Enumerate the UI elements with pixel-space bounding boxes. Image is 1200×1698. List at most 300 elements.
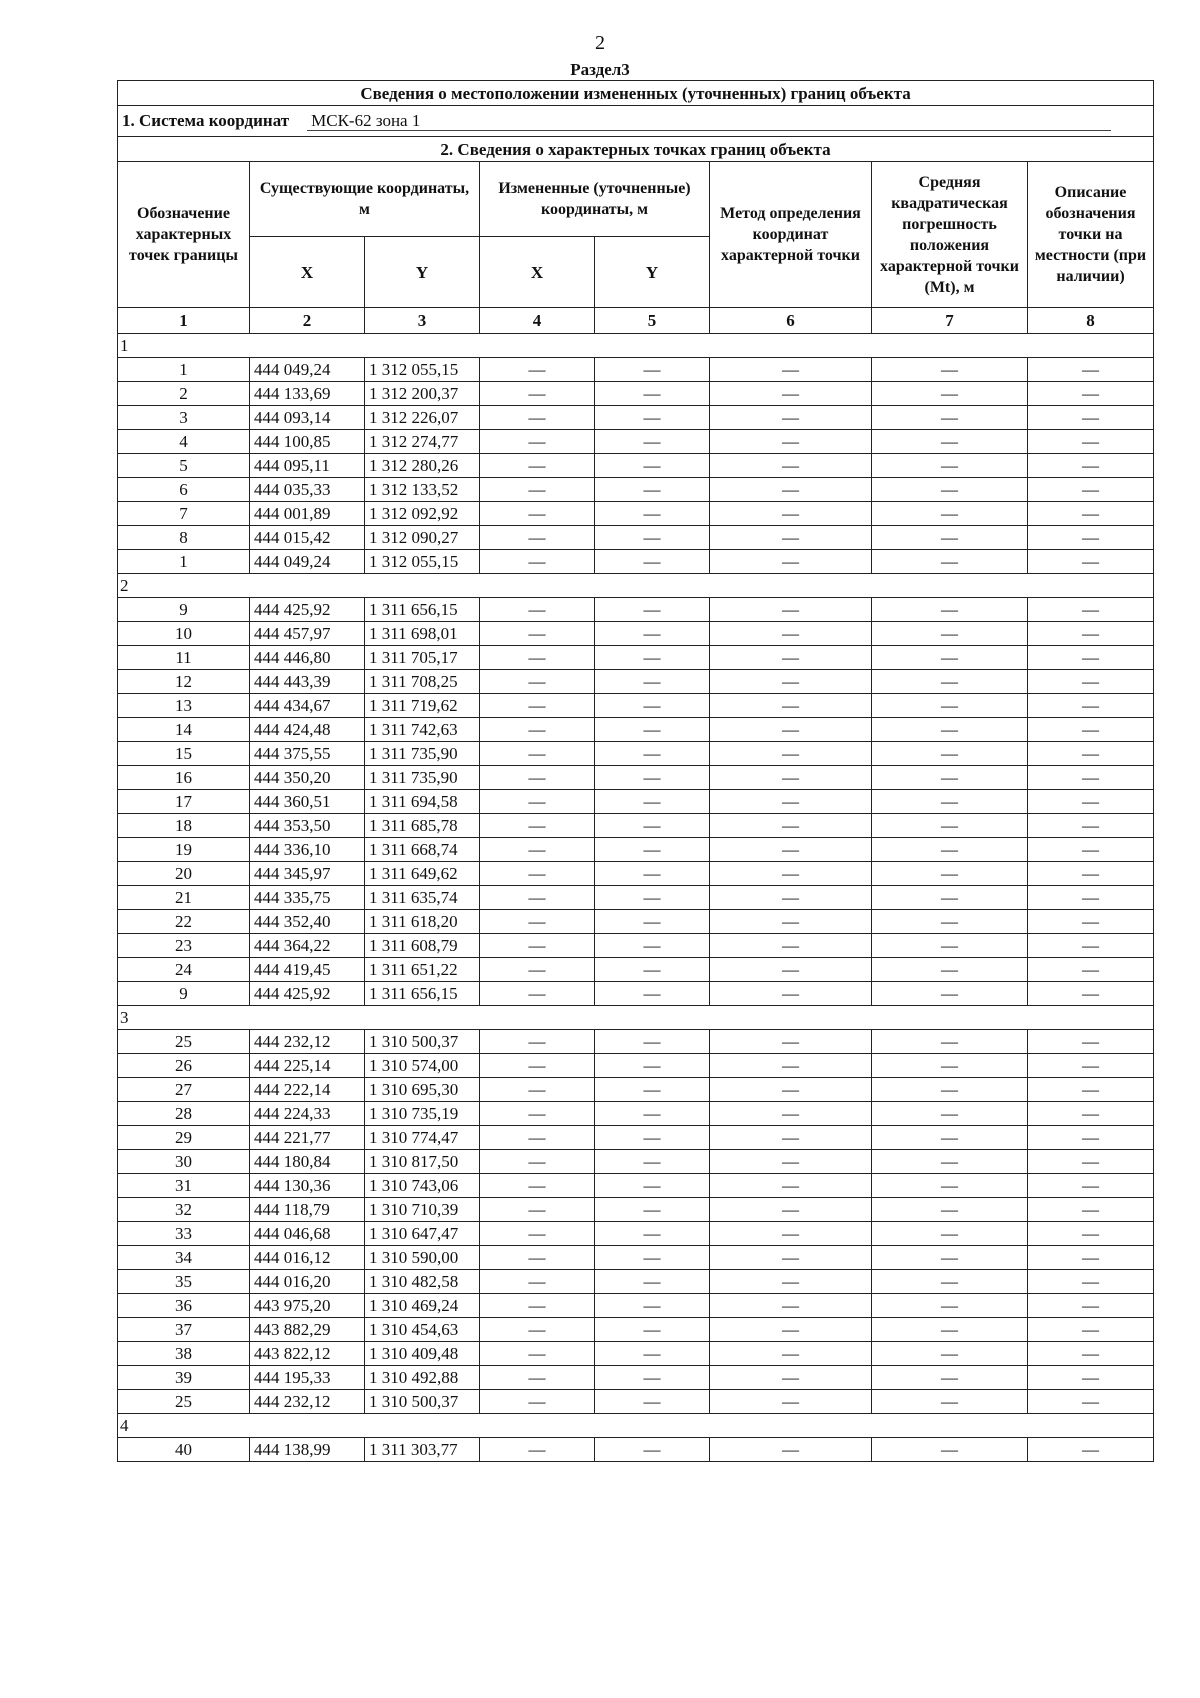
existing-x-cell: 444 350,20 (250, 766, 365, 790)
point-description-cell: — (1028, 910, 1154, 934)
method-cell: — (710, 502, 872, 526)
mean-square-error-cell: — (872, 1174, 1028, 1198)
table-row (118, 1078, 1154, 1102)
existing-y-cell: 1 311 635,74 (365, 886, 480, 910)
changed-y-cell: — (595, 454, 710, 478)
existing-y-cell: 1 310 500,37 (365, 1030, 480, 1054)
changed-x-cell: — (480, 382, 595, 406)
table-row (118, 1174, 1154, 1198)
existing-y-cell: 1 311 651,22 (365, 958, 480, 982)
mean-square-error-cell: — (872, 1342, 1028, 1366)
changed-y-cell: — (595, 1198, 710, 1222)
point-description-cell: — (1028, 1342, 1154, 1366)
column-number: 5 (595, 308, 710, 334)
point-number-cell: 24 (118, 958, 250, 982)
changed-y-cell: — (595, 382, 710, 406)
mean-square-error-cell: — (872, 454, 1028, 478)
point-number-cell: 8 (118, 526, 250, 550)
mean-square-error-cell: — (872, 1366, 1028, 1390)
changed-y-cell: — (595, 1150, 710, 1174)
changed-x-cell: — (480, 838, 595, 862)
existing-x-cell: 444 353,50 (250, 814, 365, 838)
point-number-cell: 16 (118, 766, 250, 790)
header-changed-y: Y (595, 237, 710, 308)
existing-y-cell: 1 310 482,58 (365, 1270, 480, 1294)
table-row (118, 694, 1154, 718)
existing-y-cell: 1 312 090,27 (365, 526, 480, 550)
mean-square-error-cell: — (872, 1030, 1028, 1054)
changed-x-cell: — (480, 670, 595, 694)
changed-x-cell: — (480, 478, 595, 502)
table-row (118, 886, 1154, 910)
existing-y-cell: 1 310 647,47 (365, 1222, 480, 1246)
point-number-cell: 19 (118, 838, 250, 862)
table-row (118, 550, 1154, 574)
mean-square-error-cell: — (872, 1198, 1028, 1222)
mean-square-error-cell: — (872, 838, 1028, 862)
contour-label: 1 (118, 334, 1154, 358)
page-number: 2 (595, 32, 605, 54)
changed-x-cell: — (480, 886, 595, 910)
table-row (118, 406, 1154, 430)
existing-y-cell: 1 310 774,47 (365, 1126, 480, 1150)
existing-x-cell: 444 225,14 (250, 1054, 365, 1078)
existing-y-cell: 1 311 656,15 (365, 982, 480, 1006)
changed-x-cell: — (480, 454, 595, 478)
mean-square-error-cell: — (872, 1246, 1028, 1270)
point-number-cell: 25 (118, 1390, 250, 1414)
point-description-cell: — (1028, 1198, 1154, 1222)
changed-y-cell: — (595, 982, 710, 1006)
changed-x-cell: — (480, 1078, 595, 1102)
point-description-cell: — (1028, 1366, 1154, 1390)
existing-x-cell: 444 224,33 (250, 1102, 365, 1126)
existing-x-cell: 444 424,48 (250, 718, 365, 742)
changed-y-cell: — (595, 430, 710, 454)
mean-square-error-cell: — (872, 1438, 1028, 1462)
point-number-cell: 25 (118, 1030, 250, 1054)
changed-y-cell: — (595, 718, 710, 742)
mean-square-error-cell: — (872, 766, 1028, 790)
changed-x-cell: — (480, 430, 595, 454)
existing-y-cell: 1 310 743,06 (365, 1174, 480, 1198)
table-row (118, 958, 1154, 982)
changed-y-cell: — (595, 1294, 710, 1318)
mean-square-error-cell: — (872, 646, 1028, 670)
table-row (118, 478, 1154, 502)
table-row (118, 790, 1154, 814)
existing-x-cell: 444 130,36 (250, 1174, 365, 1198)
existing-y-cell: 1 310 710,39 (365, 1198, 480, 1222)
changed-y-cell: — (595, 478, 710, 502)
existing-y-cell: 1 311 618,20 (365, 910, 480, 934)
point-description-cell: — (1028, 814, 1154, 838)
mean-square-error-cell: — (872, 598, 1028, 622)
point-number-cell: 3 (118, 406, 250, 430)
table-title: Сведения о местоположении измененных (уточненных) границ объекта (118, 81, 1154, 106)
point-number-cell: 10 (118, 622, 250, 646)
point-description-cell: — (1028, 382, 1154, 406)
changed-x-cell: — (480, 718, 595, 742)
changed-x-cell: — (480, 1270, 595, 1294)
existing-x-cell: 444 446,80 (250, 646, 365, 670)
method-cell: — (710, 982, 872, 1006)
point-description-cell: — (1028, 526, 1154, 550)
table-row (118, 934, 1154, 958)
section-title: Раздел3 (570, 60, 630, 79)
point-number-cell: 27 (118, 1078, 250, 1102)
existing-x-cell: 444 352,40 (250, 910, 365, 934)
point-description-cell: — (1028, 718, 1154, 742)
changed-x-cell: — (480, 766, 595, 790)
point-number-cell: 38 (118, 1342, 250, 1366)
existing-y-cell: 1 311 719,62 (365, 694, 480, 718)
point-number-cell: 17 (118, 790, 250, 814)
changed-x-cell: — (480, 910, 595, 934)
point-number-cell: 21 (118, 886, 250, 910)
existing-x-cell: 444 360,51 (250, 790, 365, 814)
table-row (118, 742, 1154, 766)
point-number-cell: 13 (118, 694, 250, 718)
mean-square-error-cell: — (872, 358, 1028, 382)
existing-x-cell: 444 419,45 (250, 958, 365, 982)
changed-x-cell: — (480, 1126, 595, 1150)
method-cell: — (710, 1270, 872, 1294)
table-row (118, 766, 1154, 790)
changed-x-cell: — (480, 1150, 595, 1174)
column-number: 3 (365, 308, 480, 334)
mean-square-error-cell: — (872, 1390, 1028, 1414)
table-row (118, 1150, 1154, 1174)
method-cell: — (710, 1150, 872, 1174)
existing-x-cell: 444 336,10 (250, 838, 365, 862)
existing-x-cell: 444 035,33 (250, 478, 365, 502)
method-cell: — (710, 1222, 872, 1246)
existing-y-cell: 1 311 608,79 (365, 934, 480, 958)
point-number-cell: 18 (118, 814, 250, 838)
table-row (118, 814, 1154, 838)
mean-square-error-cell: — (872, 1150, 1028, 1174)
existing-y-cell: 1 311 694,58 (365, 790, 480, 814)
changed-y-cell: — (595, 1030, 710, 1054)
existing-y-cell: 1 311 685,78 (365, 814, 480, 838)
method-cell: — (710, 1198, 872, 1222)
changed-y-cell: — (595, 790, 710, 814)
existing-y-cell: 1 312 280,26 (365, 454, 480, 478)
existing-y-cell: 1 311 708,25 (365, 670, 480, 694)
mean-square-error-cell: — (872, 1270, 1028, 1294)
method-cell: — (710, 1174, 872, 1198)
mean-square-error-cell: — (872, 526, 1028, 550)
method-cell: — (710, 1246, 872, 1270)
point-description-cell: — (1028, 862, 1154, 886)
changed-x-cell: — (480, 1054, 595, 1078)
point-description-cell: — (1028, 1294, 1154, 1318)
header-changed-x: X (480, 237, 595, 308)
point-description-cell: — (1028, 1318, 1154, 1342)
boundary-points-table (117, 80, 1154, 1462)
method-cell: — (710, 454, 872, 478)
header-point-designation: Обозначение характерных точек границы (118, 162, 250, 308)
table-row (118, 1390, 1154, 1414)
point-number-cell: 28 (118, 1102, 250, 1126)
point-description-cell: — (1028, 502, 1154, 526)
existing-x-cell: 444 049,24 (250, 550, 365, 574)
existing-y-cell: 1 311 742,63 (365, 718, 480, 742)
mean-square-error-cell: — (872, 1102, 1028, 1126)
existing-y-cell: 1 310 500,37 (365, 1390, 480, 1414)
point-number-cell: 35 (118, 1270, 250, 1294)
changed-y-cell: — (595, 502, 710, 526)
existing-x-cell: 444 375,55 (250, 742, 365, 766)
point-description-cell: — (1028, 958, 1154, 982)
existing-y-cell: 1 310 469,24 (365, 1294, 480, 1318)
table-row (118, 622, 1154, 646)
existing-y-cell: 1 310 817,50 (365, 1150, 480, 1174)
existing-y-cell: 1 312 055,15 (365, 358, 480, 382)
header-existing-coordinates: Существующие координаты, м (250, 162, 480, 237)
table-row (118, 454, 1154, 478)
method-cell: — (710, 598, 872, 622)
existing-y-cell: 1 311 668,74 (365, 838, 480, 862)
existing-y-cell: 1 310 590,00 (365, 1246, 480, 1270)
point-number-cell: 9 (118, 598, 250, 622)
changed-y-cell: — (595, 862, 710, 886)
point-description-cell: — (1028, 934, 1154, 958)
changed-y-cell: — (595, 1126, 710, 1150)
table-row (118, 1342, 1154, 1366)
changed-x-cell: — (480, 862, 595, 886)
header-existing-x: X (250, 237, 365, 308)
coordinate-system-row (118, 106, 1154, 137)
contour-label: 2 (118, 574, 1154, 598)
point-number-cell: 22 (118, 910, 250, 934)
changed-y-cell: — (595, 1246, 710, 1270)
point-number-cell: 2 (118, 382, 250, 406)
existing-y-cell: 1 311 656,15 (365, 598, 480, 622)
mean-square-error-cell: — (872, 934, 1028, 958)
changed-y-cell: — (595, 1318, 710, 1342)
existing-y-cell: 1 311 735,90 (365, 766, 480, 790)
table-row (118, 526, 1154, 550)
changed-y-cell: — (595, 550, 710, 574)
changed-y-cell: — (595, 1342, 710, 1366)
points-section-title: 2. Сведения о характерных точках границ объекта (118, 137, 1154, 162)
point-number-cell: 4 (118, 430, 250, 454)
mean-square-error-cell: — (872, 1318, 1028, 1342)
existing-y-cell: 1 310 409,48 (365, 1342, 480, 1366)
method-cell: — (710, 1126, 872, 1150)
header-mean-square-error: Средняя квадратическая погрешность положения характерной точки (Mt), м (872, 162, 1028, 308)
mean-square-error-cell: — (872, 1294, 1028, 1318)
contour-label: 4 (118, 1414, 1154, 1438)
method-cell: — (710, 526, 872, 550)
point-description-cell: — (1028, 598, 1154, 622)
mean-square-error-cell: — (872, 790, 1028, 814)
mean-square-error-cell: — (872, 550, 1028, 574)
point-description-cell: — (1028, 358, 1154, 382)
method-cell: — (710, 1318, 872, 1342)
existing-x-cell: 444 443,39 (250, 670, 365, 694)
point-number-cell: 11 (118, 646, 250, 670)
existing-x-cell: 444 335,75 (250, 886, 365, 910)
existing-y-cell: 1 310 574,00 (365, 1054, 480, 1078)
mean-square-error-cell: — (872, 958, 1028, 982)
changed-x-cell: — (480, 1438, 595, 1462)
table-row (118, 1198, 1154, 1222)
existing-y-cell: 1 312 200,37 (365, 382, 480, 406)
method-cell: — (710, 550, 872, 574)
existing-x-cell: 444 138,99 (250, 1438, 365, 1462)
changed-x-cell: — (480, 1246, 595, 1270)
coordinate-system-label: 1. Система координат (122, 111, 290, 130)
table-row (118, 1318, 1154, 1342)
point-description-cell: — (1028, 1054, 1154, 1078)
point-description-cell: — (1028, 1174, 1154, 1198)
existing-x-cell: 443 975,20 (250, 1294, 365, 1318)
point-number-cell: 1 (118, 358, 250, 382)
table-row (118, 382, 1154, 406)
table-row (118, 982, 1154, 1006)
header-point-description: Описание обозначения точки на местности (при наличии) (1028, 162, 1154, 308)
method-cell: — (710, 958, 872, 982)
existing-y-cell: 1 310 695,30 (365, 1078, 480, 1102)
point-description-cell: — (1028, 550, 1154, 574)
point-number-cell: 23 (118, 934, 250, 958)
changed-y-cell: — (595, 526, 710, 550)
changed-y-cell: — (595, 598, 710, 622)
changed-x-cell: — (480, 982, 595, 1006)
table-row (118, 430, 1154, 454)
mean-square-error-cell: — (872, 1126, 1028, 1150)
method-cell: — (710, 1438, 872, 1462)
method-cell: — (710, 718, 872, 742)
existing-x-cell: 444 046,68 (250, 1222, 365, 1246)
method-cell: — (710, 1390, 872, 1414)
method-cell: — (710, 622, 872, 646)
table-row (118, 718, 1154, 742)
point-description-cell: — (1028, 622, 1154, 646)
existing-y-cell: 1 310 454,63 (365, 1318, 480, 1342)
header-method: Метод определения координат характерной точки (710, 162, 872, 308)
point-description-cell: — (1028, 406, 1154, 430)
point-number-cell: 37 (118, 1318, 250, 1342)
method-cell: — (710, 1030, 872, 1054)
method-cell: — (710, 1342, 872, 1366)
point-number-cell: 7 (118, 502, 250, 526)
method-cell: — (710, 910, 872, 934)
changed-x-cell: — (480, 550, 595, 574)
mean-square-error-cell: — (872, 910, 1028, 934)
existing-x-cell: 444 095,11 (250, 454, 365, 478)
existing-x-cell: 444 232,12 (250, 1030, 365, 1054)
changed-x-cell: — (480, 790, 595, 814)
method-cell: — (710, 790, 872, 814)
mean-square-error-cell: — (872, 670, 1028, 694)
changed-y-cell: — (595, 1270, 710, 1294)
column-number: 8 (1028, 308, 1154, 334)
point-description-cell: — (1028, 646, 1154, 670)
contour-group-row (118, 1414, 1154, 1438)
mean-square-error-cell: — (872, 622, 1028, 646)
point-description-cell: — (1028, 982, 1154, 1006)
method-cell: — (710, 814, 872, 838)
changed-y-cell: — (595, 1390, 710, 1414)
existing-x-cell: 444 457,97 (250, 622, 365, 646)
method-cell: — (710, 1366, 872, 1390)
method-cell: — (710, 1078, 872, 1102)
point-description-cell: — (1028, 742, 1154, 766)
existing-x-cell: 444 425,92 (250, 598, 365, 622)
point-description-cell: — (1028, 670, 1154, 694)
changed-x-cell: — (480, 406, 595, 430)
point-description-cell: — (1028, 1078, 1154, 1102)
point-number-cell: 40 (118, 1438, 250, 1462)
existing-y-cell: 1 312 226,07 (365, 406, 480, 430)
changed-x-cell: — (480, 526, 595, 550)
changed-y-cell: — (595, 934, 710, 958)
existing-x-cell: 444 364,22 (250, 934, 365, 958)
mean-square-error-cell: — (872, 862, 1028, 886)
table-row (118, 1270, 1154, 1294)
mean-square-error-cell: — (872, 406, 1028, 430)
column-number: 1 (118, 308, 250, 334)
mean-square-error-cell: — (872, 1078, 1028, 1102)
changed-y-cell: — (595, 1102, 710, 1126)
contour-group-row (118, 574, 1154, 598)
mean-square-error-cell: — (872, 814, 1028, 838)
contour-group-row (118, 1006, 1154, 1030)
point-number-cell: 36 (118, 1294, 250, 1318)
mean-square-error-cell: — (872, 478, 1028, 502)
mean-square-error-cell: — (872, 502, 1028, 526)
table-row (118, 1294, 1154, 1318)
point-number-cell: 1 (118, 550, 250, 574)
method-cell: — (710, 646, 872, 670)
existing-y-cell: 1 312 092,92 (365, 502, 480, 526)
existing-x-cell: 444 425,92 (250, 982, 365, 1006)
changed-y-cell: — (595, 646, 710, 670)
changed-x-cell: — (480, 1102, 595, 1126)
table-row (118, 670, 1154, 694)
changed-x-cell: — (480, 694, 595, 718)
mean-square-error-cell: — (872, 742, 1028, 766)
mean-square-error-cell: — (872, 718, 1028, 742)
changed-y-cell: — (595, 1078, 710, 1102)
existing-y-cell: 1 311 705,17 (365, 646, 480, 670)
changed-y-cell: — (595, 1174, 710, 1198)
point-description-cell: — (1028, 766, 1154, 790)
mean-square-error-cell: — (872, 1054, 1028, 1078)
existing-x-cell: 444 015,42 (250, 526, 365, 550)
table-row (118, 1030, 1154, 1054)
point-number-cell: 39 (118, 1366, 250, 1390)
method-cell: — (710, 670, 872, 694)
point-number-cell: 29 (118, 1126, 250, 1150)
mean-square-error-cell: — (872, 886, 1028, 910)
method-cell: — (710, 358, 872, 382)
mean-square-error-cell: — (872, 694, 1028, 718)
existing-x-cell: 444 001,89 (250, 502, 365, 526)
changed-y-cell: — (595, 358, 710, 382)
existing-x-cell: 444 049,24 (250, 358, 365, 382)
table-row (118, 1222, 1154, 1246)
changed-y-cell: — (595, 958, 710, 982)
existing-x-cell: 444 195,33 (250, 1366, 365, 1390)
method-cell: — (710, 838, 872, 862)
existing-x-cell: 444 232,12 (250, 1390, 365, 1414)
method-cell: — (710, 382, 872, 406)
